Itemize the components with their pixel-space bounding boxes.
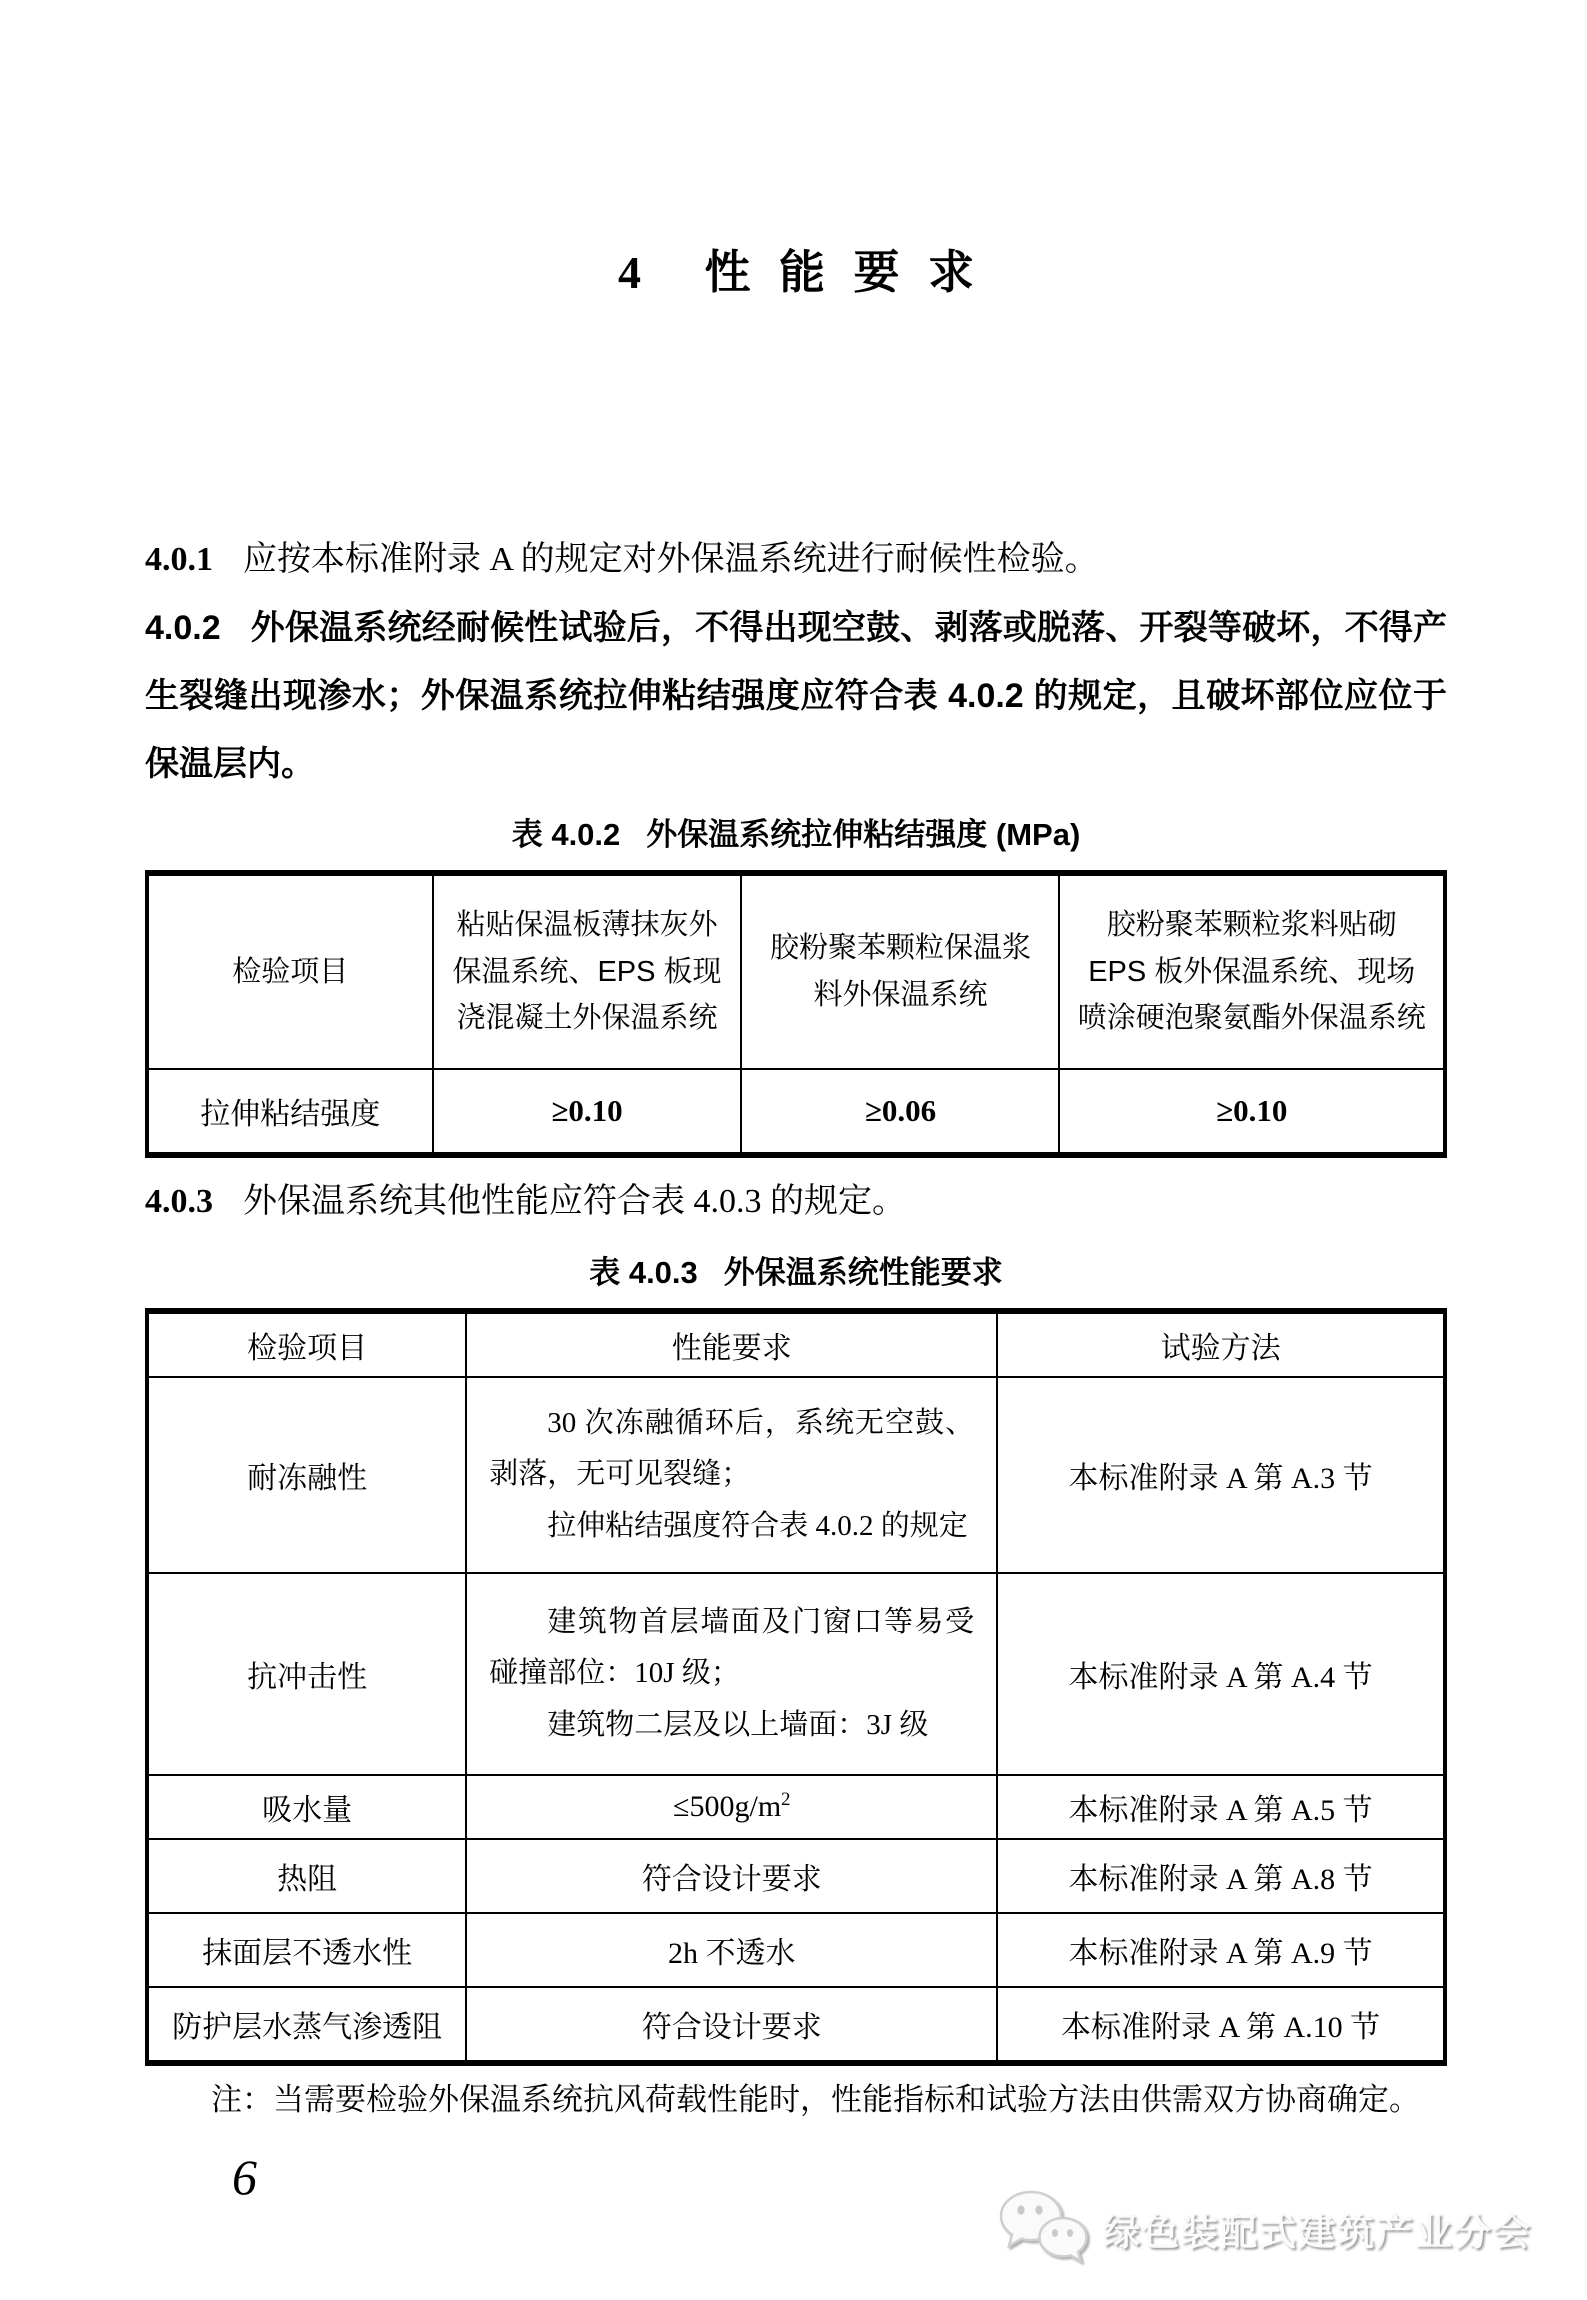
table-row-vapor-permeation [147,1987,1445,2063]
clause-text: 外保温系统其他性能应符合表 4.0.3 的规定。 [243,1183,906,1220]
watermark-text: 绿色装配式建筑产业分会 [1103,2211,1532,2253]
cell-requirement: 符合设计要求 [466,1987,997,2063]
cell-method: 本标准附录 A 第 A.4 节 [997,1573,1445,1775]
cell-value-3: ≥0.10 [1059,1069,1445,1155]
cell-value-1: ≥0.10 [433,1069,742,1155]
cell-requirement [466,1377,997,1573]
cell-method: 本标准附录 A 第 A.10 节 [997,1987,1445,2063]
cell-item: 吸水量 [147,1775,466,1839]
cell-item: 抗冲击性 [147,1573,466,1775]
wechat-icon [997,2188,1089,2269]
requirement-paragraph: 30 次冻融循环后，系统无空鼓、剥落，无可见裂缝； [489,1406,975,1491]
table-header-row [147,1311,1445,1377]
cell-item: 热阻 [147,1839,466,1913]
table-row-freeze-thaw [147,1377,1445,1573]
table-row-water-absorption [147,1775,1445,1839]
table-4-0-2 [145,870,1447,1158]
header-cell-system-3: 胶粉聚苯颗粒浆料贴砌 EPS 板外保温系统、现场喷涂硬泡聚氨酯外保温系统 [1059,873,1445,1069]
header-cell-item: 检验项目 [147,873,433,1069]
clause-number: 4.0.3 [145,1183,213,1220]
header-cell-system-1: 粘贴保温板薄抹灰外保温系统、EPS 板现浇混凝土外保温系统 [433,873,742,1069]
chapter-title [145,247,1447,298]
requirement-paragraph: 拉伸粘结强度符合表 4.0.2 的规定 [547,1509,968,1542]
cell-value-2: ≥0.06 [741,1069,1059,1155]
cell-item: 拉伸粘结强度 [147,1069,433,1155]
table-note [211,2078,1447,2122]
clause-4-0-3 [145,1168,1447,1236]
table-caption-text: 外保温系统性能要求 [723,1255,1003,1290]
requirement-value: ≤500g/m [673,1790,782,1823]
cell-requirement [466,1775,997,1839]
cell-item: 耐冻融性 [147,1377,466,1573]
page-number: 6 [232,2149,257,2205]
cell-method: 本标准附录 A 第 A.9 节 [997,1913,1445,1987]
clause-number: 4.0.2 [145,609,221,647]
header-cell-system-2: 胶粉聚苯颗粒保温浆料外保温系统 [741,873,1059,1069]
header-cell-item: 检验项目 [147,1311,466,1377]
chapter-name: 性能要求 [704,247,1003,298]
clause-text: 外保温系统经耐候性试验后，不得出现空鼓、剥落或脱落、开裂等破坏，不得产生裂缝出现渗水；外保温系统拉伸粘结强度应符合表 4.0.2 的规定，且破坏部位应位于保温层内。 [145,609,1447,783]
table-caption-text: 外保温系统拉伸粘结强度 (MPa) [646,817,1081,852]
table-row-impact [147,1573,1445,1775]
table-caption-label: 表 4.0.3 [589,1255,698,1290]
chapter-number: 4 [617,247,641,298]
cell-method: 本标准附录 A 第 A.8 节 [997,1839,1445,1913]
table-row-thermal-resistance [147,1839,1445,1913]
cell-item: 防护层水蒸气渗透阻 [147,1987,466,2063]
header-cell-requirement: 性能要求 [466,1311,997,1377]
header-cell-method: 试验方法 [997,1311,1445,1377]
table-row-impermeability [147,1913,1445,1987]
requirement-superscript: 2 [781,1789,791,1810]
table-header-row [147,873,1445,1069]
cell-requirement [466,1573,997,1775]
table-caption-label: 表 4.0.2 [511,817,621,852]
note-text: 当需要检验外保温系统抗风荷载性能时，性能指标和试验方法由供需双方协商确定。 [273,2082,1420,2117]
cell-requirement: 2h 不透水 [466,1913,997,1987]
requirement-paragraph: 建筑物首层墙面及门窗口等易受碰撞部位：10J 级； [489,1605,975,1690]
table-row [147,1069,1445,1155]
cell-method: 本标准附录 A 第 A.5 节 [997,1775,1445,1839]
cell-item: 抹面层不透水性 [147,1913,466,1987]
table-4-0-3-caption [145,1252,1447,1294]
clause-number: 4.0.1 [145,541,213,578]
table-4-0-3 [145,1308,1447,2066]
cell-method: 本标准附录 A 第 A.3 节 [997,1377,1445,1573]
clause-text: 应按本标准附录 A 的规定对外保温系统进行耐候性检验。 [243,541,1099,578]
table-4-0-2-caption [145,814,1447,856]
clause-4-0-2 [145,594,1447,798]
watermark [997,2188,1532,2269]
note-label: 注： [211,2082,273,2117]
clause-4-0-1 [145,526,1447,594]
requirement-paragraph: 建筑物二层及以上墙面：3J 级 [547,1708,929,1741]
cell-requirement: 符合设计要求 [466,1839,997,1913]
